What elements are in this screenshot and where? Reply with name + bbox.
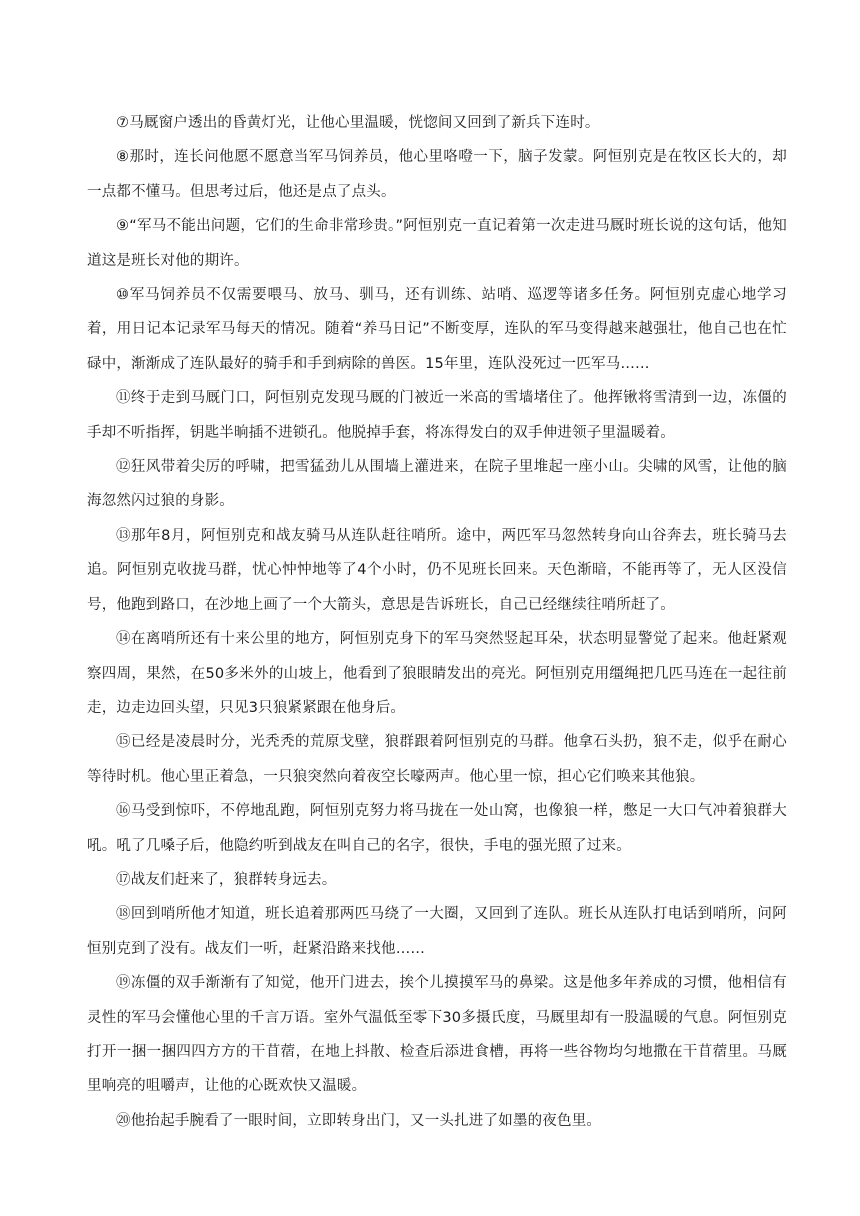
paragraph-15: ⑮已经是凌晨时分，光秃秃的荒原戈壁，狼群跟着阿恒别克的马群。他拿石头扔，狼不走，似乎在耐心等待时机。他心里正着急，一只狼突然向着夜空长嚎两声。他心里一惊，担心它们唤来其他狼。 [87, 734, 787, 785]
paragraph-20: ⑳他抬起手腕看了一眼时间，立即转身出门，又一头扎进了如墨的夜色里。 [116, 1112, 602, 1129]
article-body [87, 106, 787, 1138]
paragraph-8: ⑧那时，连长问他愿不愿意当军马饲养员，他心里咯噔一下，脑子发蒙。阿恒别克是在牧区长大的，却一点都不懂马。但思考过后，他还是点了点头。 [87, 149, 787, 200]
paragraph-10: ⑩军马饲养员不仅需要喂马、放马、驯马，还有训练、站哨、巡逻等诸多任务。阿恒别克虚心地学习着，用日记本记录军马每天的情况。随着“养马日记”不断变厚，连队的军马变得越来越强壮，他自己也在忙碌中，渐渐成了连队最好的骑手和手到病除的兽医。15年里，连队没死过一匹军马…… [87, 287, 787, 372]
paragraph-17: ⑰战友们赶来了，狼群转身远去。 [116, 871, 337, 888]
paragraph-12: ⑫狂风带着尖厉的呼啸，把雪猛劲儿从围墙上灌进来，在院子里堆起一座小山。尖啸的风雪，让他的脑海忽然闪过狼的身影。 [87, 459, 787, 510]
paragraph-13: ⑬那年8月，阿恒别克和战友骑马从连队赶往哨所。途中，两匹军马忽然转身向山谷奔去，班长骑马去追。阿恒别克收拢马群，忧心忡忡地等了4个小时，仍不见班长回来。天色渐暗，不能再等了，无人区没信号，他跑到路口，在沙地上画了一个大箭头，意思是告诉班长，自己已经继续往哨所赶了。 [87, 527, 787, 613]
paragraph-14: ⑭在离哨所还有十来公里的地方，阿恒别克身下的军马突然竖起耳朵，状态明显警觉了起来。他赶紧观察四周，果然，在50多米外的山坡上，他看到了狼眼睛发出的亮光。阿恒别克用缰绳把几匹马连在一起往前走，边走边回头望，只见3只狼紧紧跟在他身后。 [87, 631, 787, 716]
paragraph-11: ⑪终于走到马厩门口，阿恒别克发现马厩的门被近一米高的雪墙堵住了。他挥锹将雪清到一边，冻僵的手却不听指挥，钥匙半晌插不进锁孔。他脱掉手套，将冻得发白的双手伸进领子里温暖着。 [87, 390, 787, 441]
paragraph-16: ⑯马受到惊吓，不停地乱跑，阿恒别克努力将马拢在一处山窝，也像狼一样，憋足一大口气冲着狼群大吼。吼了几嗓子后，他隐约听到战友在叫自己的名字，很快，手电的强光照了过来。 [87, 803, 787, 854]
paragraph-19: ⑲冻僵的双手渐渐有了知觉，他开门进去，挨个儿摸摸军马的鼻梁。这是他多年养成的习惯，他相信有灵性的军马会懂他心里的千言万语。室外气温低至零下30多摄氏度，马厩里却有一股温暖的气息。阿恒别克打开一捆一捆四四方方的干苜蓿，在地上抖散、检查后添进食槽，再将一些谷物均匀地撒在干苜蓿里。马厩里响亮的咀嚼声，让他的心既欢快又温暖。 [87, 975, 787, 1095]
paragraph-9: ⑨“军马不能出问题，它们的生命非常珍贵。”阿恒别克一直记着第一次走进马厩时班长说的这句话，他知道这是班长对他的期许。 [87, 218, 787, 269]
paragraph-7: ⑦马厩窗户透出的昏黄灯光，让他心里温暖，恍惚间又回到了新兵下连时。 [116, 115, 600, 131]
paragraph-18: ⑱回到哨所他才知道，班长追着那两匹马绕了一大圈，又回到了连队。班长从连队打电话到哨所，问阿恒别克到了没有。战友们一听，赶紧沿路来找他…… [87, 906, 787, 957]
